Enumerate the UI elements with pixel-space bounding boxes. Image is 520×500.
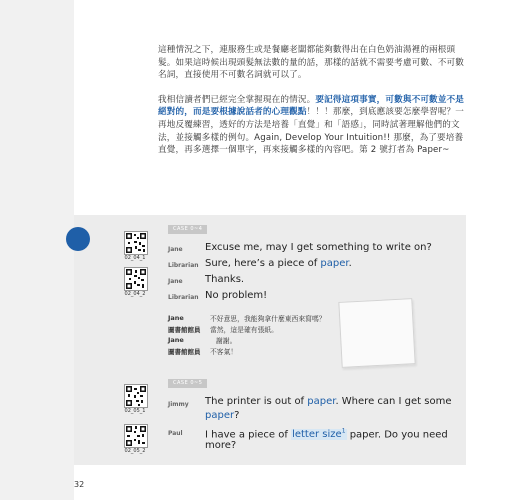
qr-label: 02_05_2 (124, 448, 146, 454)
translation-speaker: 圖書館館員 (168, 326, 201, 334)
translation-speaker: Jane (168, 336, 184, 344)
dialogue-line-text: The printer is out of (205, 396, 308, 407)
intro-paragraph-1: 這種情況之下，連服務生或是餐廳老闆都能夠數得出在白色奶油湯裡的兩根頭髮。如果這時候出現頭髮無法數的量的話，那樣的話就不需要考慮可數、不可數名詞，直接使用不可數名詞就可以了。 (158, 45, 465, 81)
dialogue-line (205, 274, 244, 287)
intro-paragraph-2 (158, 94, 472, 157)
translation-speaker: Jane (168, 314, 184, 322)
dialogue-line-text: Thanks. (205, 274, 245, 285)
dialogue-line-text: more? (205, 440, 237, 451)
speaker-name: Jane (168, 278, 183, 285)
qr-code-icon[interactable] (124, 267, 148, 291)
dialogue-line (205, 290, 267, 303)
highlighted-term-text: letter size (292, 429, 342, 441)
dialogue-line-text: No problem! (205, 290, 268, 301)
key-point-highlight: 要記得這項事實，可數與不可數並不是絕對的，而是要根據說話者的心理觀點 (158, 94, 465, 118)
dialogue-line-text: paper. Do you need (346, 429, 448, 441)
dialogue-line-text: Excuse me, may I get something to write on? (205, 242, 432, 253)
vocab-word: paper (320, 258, 349, 269)
footnote-marker: 1 (341, 428, 346, 435)
case-tag-1: CASE 0~4 (168, 225, 207, 234)
dialogue-line-text: Sure, here’s a piece of (205, 258, 321, 269)
dialogue-line-text: I have a piece of (205, 429, 292, 441)
intro-text (158, 44, 472, 169)
page-number: 32 (74, 480, 85, 489)
qr-code-icon[interactable] (124, 231, 148, 255)
translation-line: 不好意思，我能夠拿什麼東西來寫嗎？ (210, 315, 326, 323)
speaker-name: Jimmy (168, 401, 189, 408)
speaker-name: Paul (168, 430, 183, 437)
qr-code-icon[interactable] (124, 384, 148, 408)
dialogue-line (205, 258, 352, 271)
dialogue-line (205, 426, 448, 442)
vocab-word: paper (307, 396, 336, 407)
translation-line: 當然，這是確有張紙。 (210, 326, 278, 334)
dialogue-line-text: ? (234, 410, 240, 421)
dialogue-line-continued (205, 440, 236, 453)
highlighted-term (291, 429, 346, 440)
dialogue-line (205, 396, 452, 409)
qr-code-icon[interactable] (124, 424, 148, 448)
speaker-name: Jane (168, 246, 183, 253)
intro-paragraph-2-lead: 我相信讀者們已經完全掌握現在的情況。 (158, 94, 316, 105)
dialogue-line-text: . (348, 258, 352, 269)
intro-paragraph-2-rest: ！！！那麼，到底應該要怎麼學習呢？一再地反覆練習，透好的方法是培養「直覺」和「語感」，同時試著理解他們的文法，並接觸多樣的例句。Again, Develop Your Intuition!! 那麼，為了要培養直覺，再多選擇一個單字，再來接觸多樣的內容吧。第 2 號打者為 Paper~ (158, 107, 465, 156)
vocab-word: paper (205, 410, 235, 421)
translation-speaker: 圖書館館員 (168, 348, 201, 356)
case-tag-2: CASE 0~5 (168, 379, 207, 388)
speaker-name: Librarian (168, 262, 199, 269)
section-marker-dot (66, 227, 90, 251)
note-paper-illustration (338, 298, 415, 368)
dialogue-line-continued (205, 410, 239, 423)
translation-line: 謝謝。 (216, 337, 237, 345)
translation-line: 不客氣！ (210, 348, 238, 356)
dialogue-line-text: . Where can I get some (335, 396, 452, 407)
qr-label: 02_04_1 (124, 255, 146, 261)
qr-label: 02_04_2 (124, 291, 146, 297)
left-margin-band (0, 0, 74, 500)
speaker-name: Librarian (168, 294, 199, 301)
dialogue-line (205, 242, 432, 255)
qr-label: 02_05_1 (124, 408, 146, 414)
